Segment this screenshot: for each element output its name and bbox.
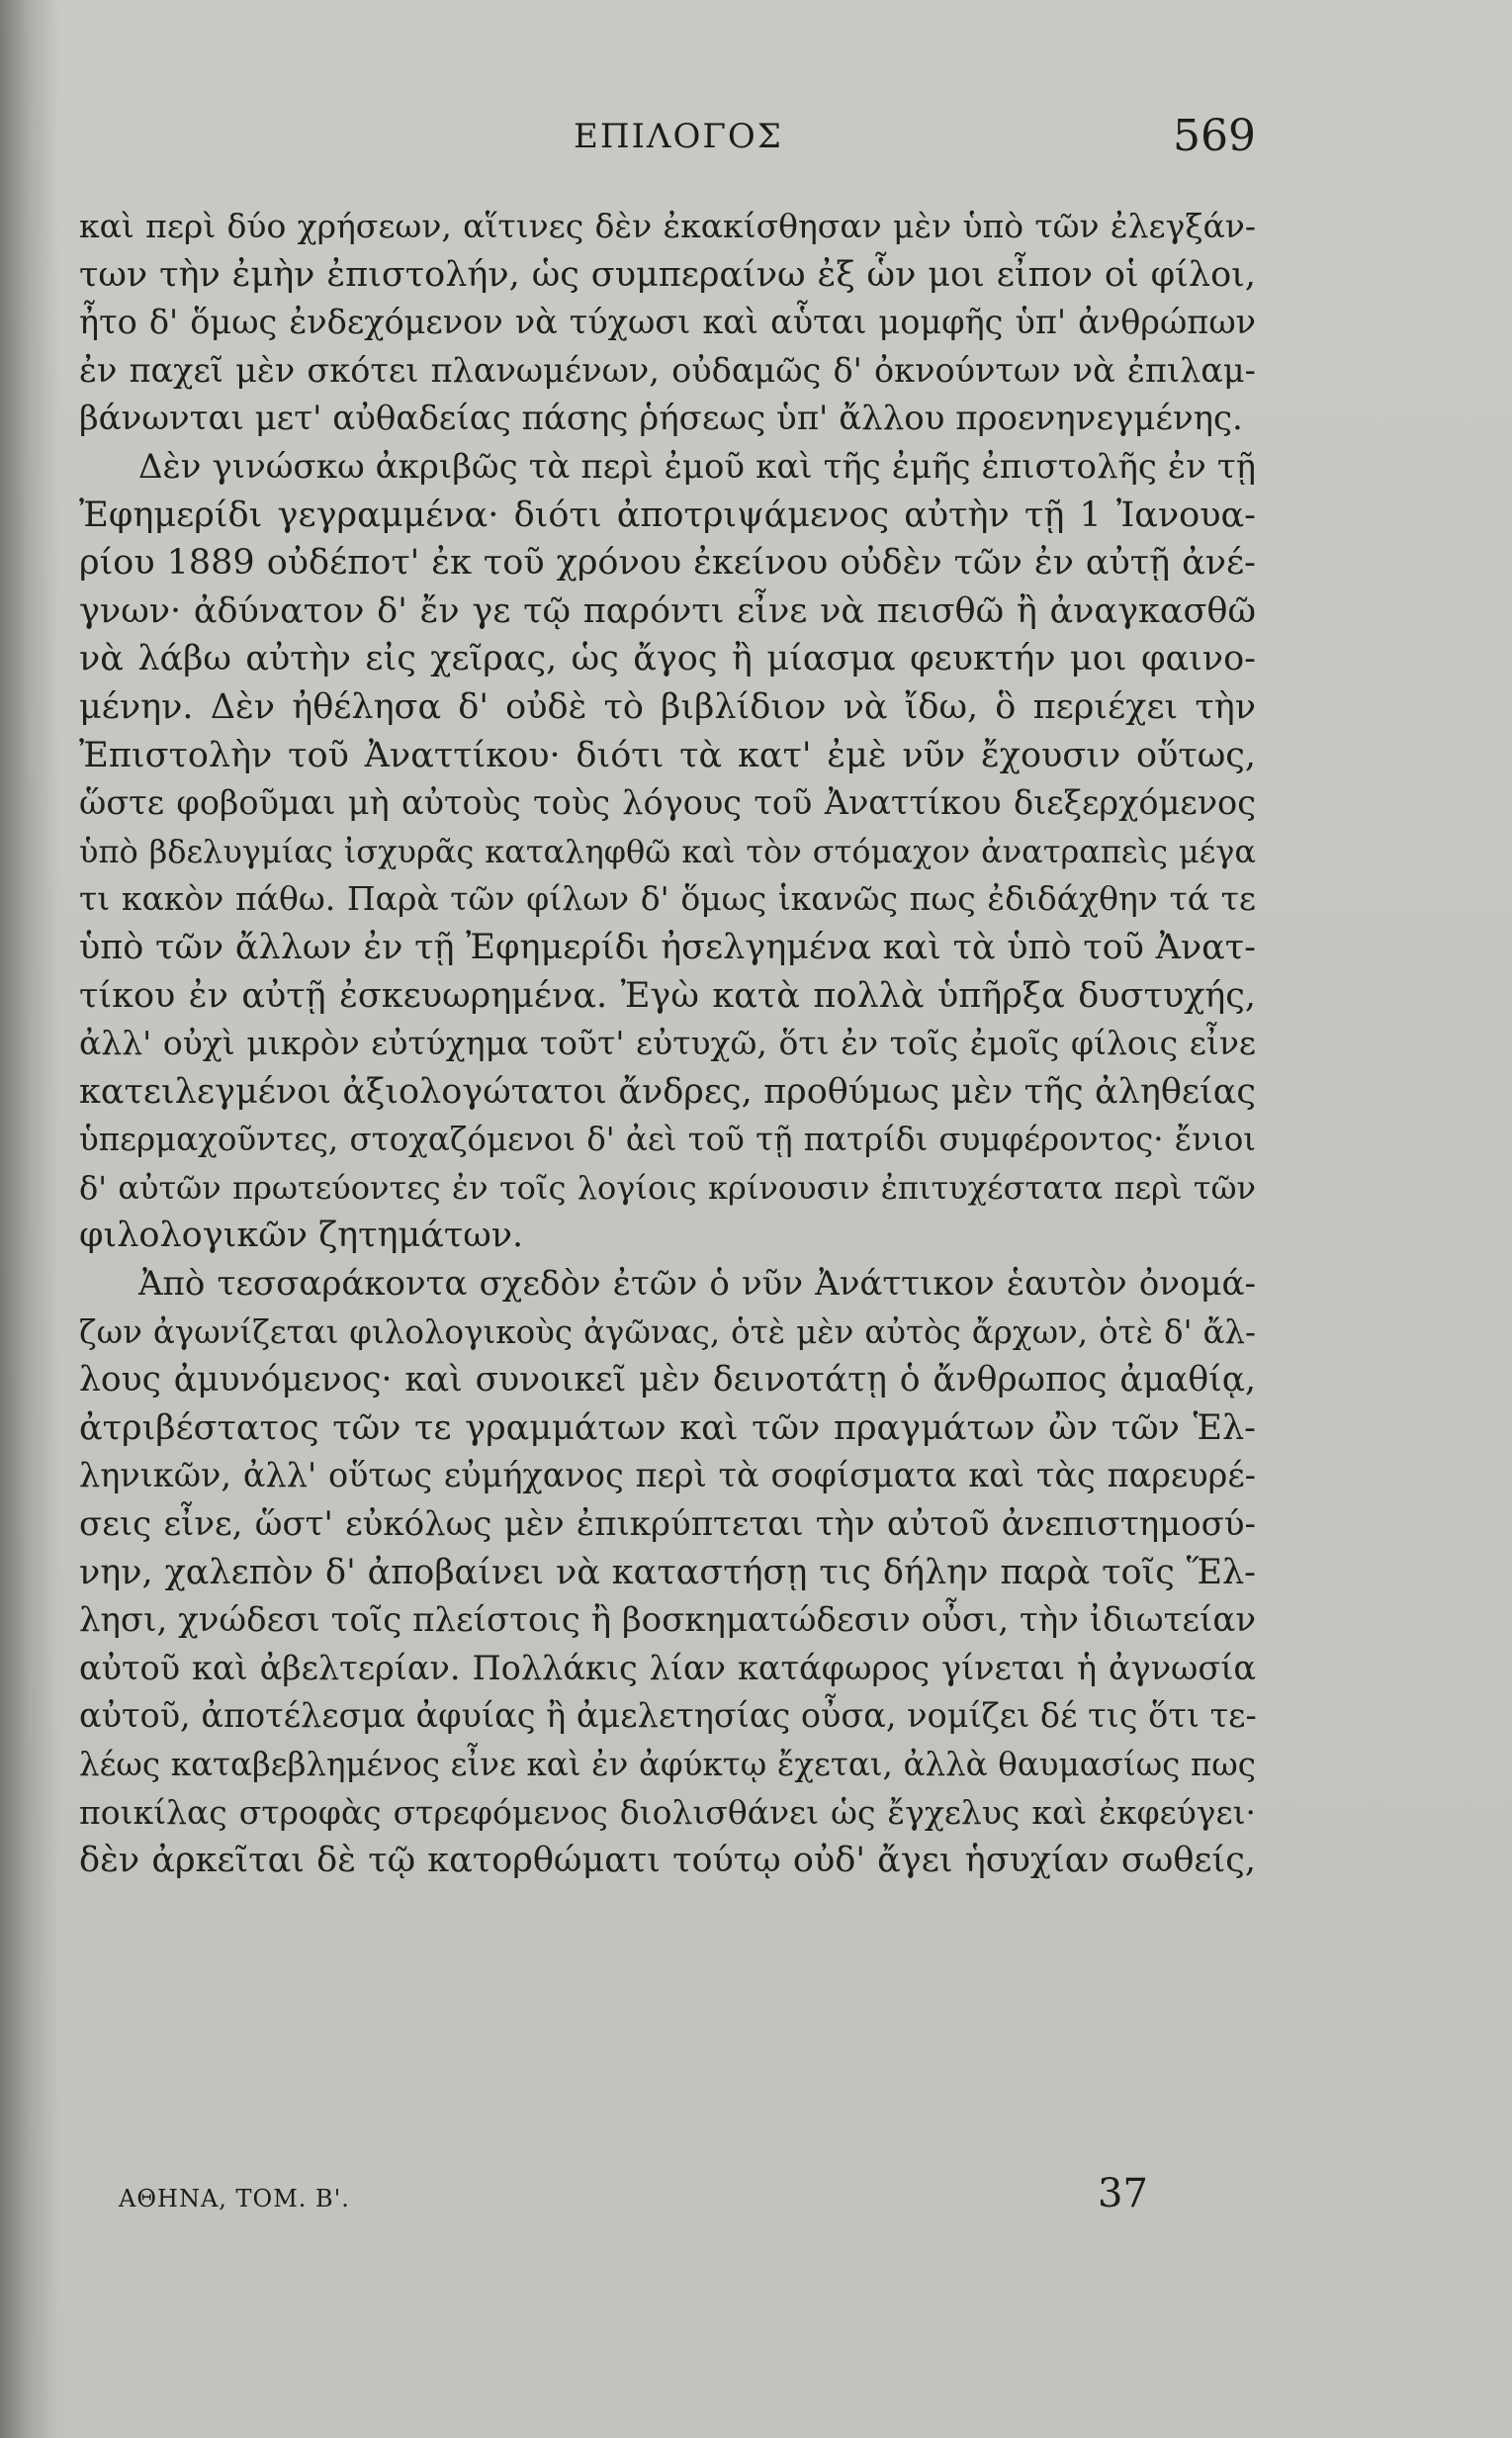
text-line: ληνικῶν, ἀλλ' οὕτως εὐμήχανος περὶ τὰ σοφίσματα καὶ τὰς παρευρέ- <box>79 1456 1256 1495</box>
text-line: ὑπὸ βδελυγμίας ἰσχυρᾶς καταληφθῶ καὶ τὸν στόμαχον ἀνατραπεὶς μέγα <box>79 832 1256 870</box>
text-line: Δὲν γινώσκω ἀκριβῶς τὰ περὶ ἐμοῦ καὶ τῆς ἐμῆς ἐπιστολῆς ἐν τῇ <box>138 446 1256 487</box>
text-line: φιλολογικῶν ζητημάτων. <box>79 1216 524 1256</box>
text-line: Ἀπὸ τεσσαράκοντα σχεδὸν ἐτῶν ὁ νῦν Ἀνάττικον ἑαυτὸν ὀνομά- <box>138 1264 1256 1305</box>
text-line: γνων· ἀδύνατον δ' ἔν γε τῷ παρόντι εἶνε νὰ πεισθῶ ἢ ἀναγκασθῶ <box>79 590 1256 631</box>
text-line: ἦτο δ' ὅμως ἐνδεχόμενον νὰ τύχωσι καὶ αὗται μομφῆς ὑπ' ἀνθρώπων <box>79 303 1256 342</box>
text-line: Ἐφημερίδι γεγραμμένα· διότι ἀποτριψάμενος αὐτὴν τῇ 1 Ἰανουα- <box>79 495 1256 535</box>
running-title: ΕΠΙΛΟΓΟΣ <box>574 117 783 156</box>
text-line: τι κακὸν πάθω. Παρὰ τῶν φίλων δ' ὅμως ἱκανῶς πως ἐδιδάχθην τά τε <box>79 879 1256 919</box>
text-line: αὐτοῦ, ἀποτέλεσμα ἀφυίας ἢ ἀμελετησίας οὖσα, νομίζει δέ τις ὅτι τε- <box>79 1696 1257 1736</box>
text-line: καὶ περὶ δύο χρήσεων, αἵτινες δὲν ἐκακίσθησαν μὲν ὑπὸ τῶν ἐλεγξάν- <box>79 207 1256 245</box>
text-line: νὰ λάβω αὐτὴν εἰς χεῖρας, ὡς ἄγος ἢ μίασμα φευκτήν μοι φαινο- <box>79 639 1256 679</box>
text-line: δ' αὐτῶν πρωτεύοντες ἐν τοῖς λογίοις κρίνουσιν ἐπιτυχέστατα περὶ τῶν <box>79 1168 1256 1207</box>
text-line: ἀλλ' οὐχὶ μικρὸν εὐτύχημα τοῦτ' εὐτυχῶ, ὅτι ἐν τοῖς ἐμοῖς φίλοις εἶνε <box>79 1024 1256 1063</box>
text-line: δὲν ἀρκεῖται δὲ τῷ κατορθώματι τούτῳ οὐδ' ἄγει ἡσυχίαν σωθείς, <box>79 1841 1256 1881</box>
sheet-number: 37 <box>1098 2171 1148 2216</box>
body-text <box>79 203 1256 1885</box>
text-line: βάνωνται μετ' αὐθαδείας πάσης ῥήσεως ὑπ' ἄλλου προενηνεγμένης. <box>79 399 1243 439</box>
text-line: τίκου ἐν αὐτῇ ἐσκευωρημένα. Ἐγὼ κατὰ πολλὰ ὑπῆρξα δυστυχής, <box>79 975 1256 1016</box>
page-number: 569 <box>1173 111 1256 161</box>
text-line: σεις εἶνε, ὥστ' εὐκόλως μὲν ἐπικρύπτεται τὴν αὐτοῦ ἀνεπιστημοσύ- <box>79 1504 1256 1545</box>
text-line: λησι, χνώδεσι τοῖς πλείστοις ἢ βοσκηματώδεσιν οὖσι, τὴν ἰδιωτείαν <box>79 1600 1256 1641</box>
text-line: λους ἀμυνόμενος· καὶ συνοικεῖ μὲν δεινοτάτῃ ὁ ἄνθρωπος ἀμαθίᾳ, <box>79 1360 1256 1400</box>
text-line: νην, χαλεπὸν δ' ἀποβαίνει νὰ καταστήσῃ τις δήλην παρὰ τοῖς Ἕλ- <box>79 1552 1256 1592</box>
text-line: μένην. Δὲν ἠθέλησα δ' οὐδὲ τὸ βιβλίδιον νὰ ἴδω, ὃ περιέχει τὴν <box>79 686 1256 727</box>
text-line: των τὴν ἐμὴν ἐπιστολήν, ὡς συμπεραίνω ἐξ ὧν μοι εἶπον οἱ φίλοι, <box>79 254 1256 295</box>
text-line: ζων ἀγωνίζεται φιλολογικοὺς ἀγῶνας, ὁτὲ μὲν αὐτὸς ἄρχων, ὁτὲ δ' ἄλ- <box>79 1312 1256 1351</box>
text-line: Ἐπιστολὴν τοῦ Ἀναττίκου· διότι τὰ κατ' ἐμὲ νῦν ἔχουσιν οὕτως, <box>79 735 1256 775</box>
text-line: ὑπὸ τῶν ἄλλων ἐν τῇ Ἐφημερίδι ἠσελγημένα καὶ τὰ ὑπὸ τοῦ Ἀνατ- <box>79 927 1256 967</box>
page-shadow-edge <box>0 0 59 2438</box>
text-line: λέως καταβεβλημένος εἶνε καὶ ἐν ἀφύκτῳ ἔχεται, ἀλλὰ θαυμασίως πως <box>79 1746 1256 1783</box>
text-line: ρίου 1889 οὐδέποτ' ἐκ τοῦ χρόνου ἐκείνου οὐδὲν τῶν ἐν αὐτῇ ἀνέ- <box>79 543 1256 584</box>
text-line: ὑπερμαχοῦντες, στοχαζόμενοι δ' ἀεὶ τοῦ τῇ πατρίδι συμφέροντος· ἔνιοι <box>79 1121 1256 1159</box>
text-line: αὐτοῦ καὶ ἀβελτερίαν. Πολλάκις λίαν κατάφωρος γίνεται ἡ ἀγνωσία <box>79 1648 1256 1687</box>
text-line: κατειλεγμένοι ἀξιολογώτατοι ἄνδρες, προθύμως μὲν τῆς ἀληθείας <box>79 1071 1256 1112</box>
text-line: ποικίλας στροφὰς στρεφόμενος διολισθάνει ὡς ἔγχελυς καὶ ἐκφεύγει· <box>79 1792 1256 1832</box>
text-line: ἐν παχεῖ μὲν σκότει πλανωμένων, οὐδαμῶς δ' ὀκνούντων νὰ ἐπιλαμ- <box>79 350 1256 390</box>
page-header <box>79 111 1256 176</box>
text-line: ὥστε φοβοῦμαι μὴ αὐτοὺς τοὺς λόγους τοῦ Ἀναττίκου διεξερχόμενος <box>79 783 1256 823</box>
page-footer <box>119 2171 1147 2230</box>
text-line: ἀτριβέστατος τῶν τε γραμμάτων καὶ τῶν πραγμάτων ὢν τῶν Ἑλ- <box>79 1407 1256 1448</box>
signature-mark: ΑΘΗΝΑ, ΤΟΜ. Β'. <box>119 2185 350 2212</box>
